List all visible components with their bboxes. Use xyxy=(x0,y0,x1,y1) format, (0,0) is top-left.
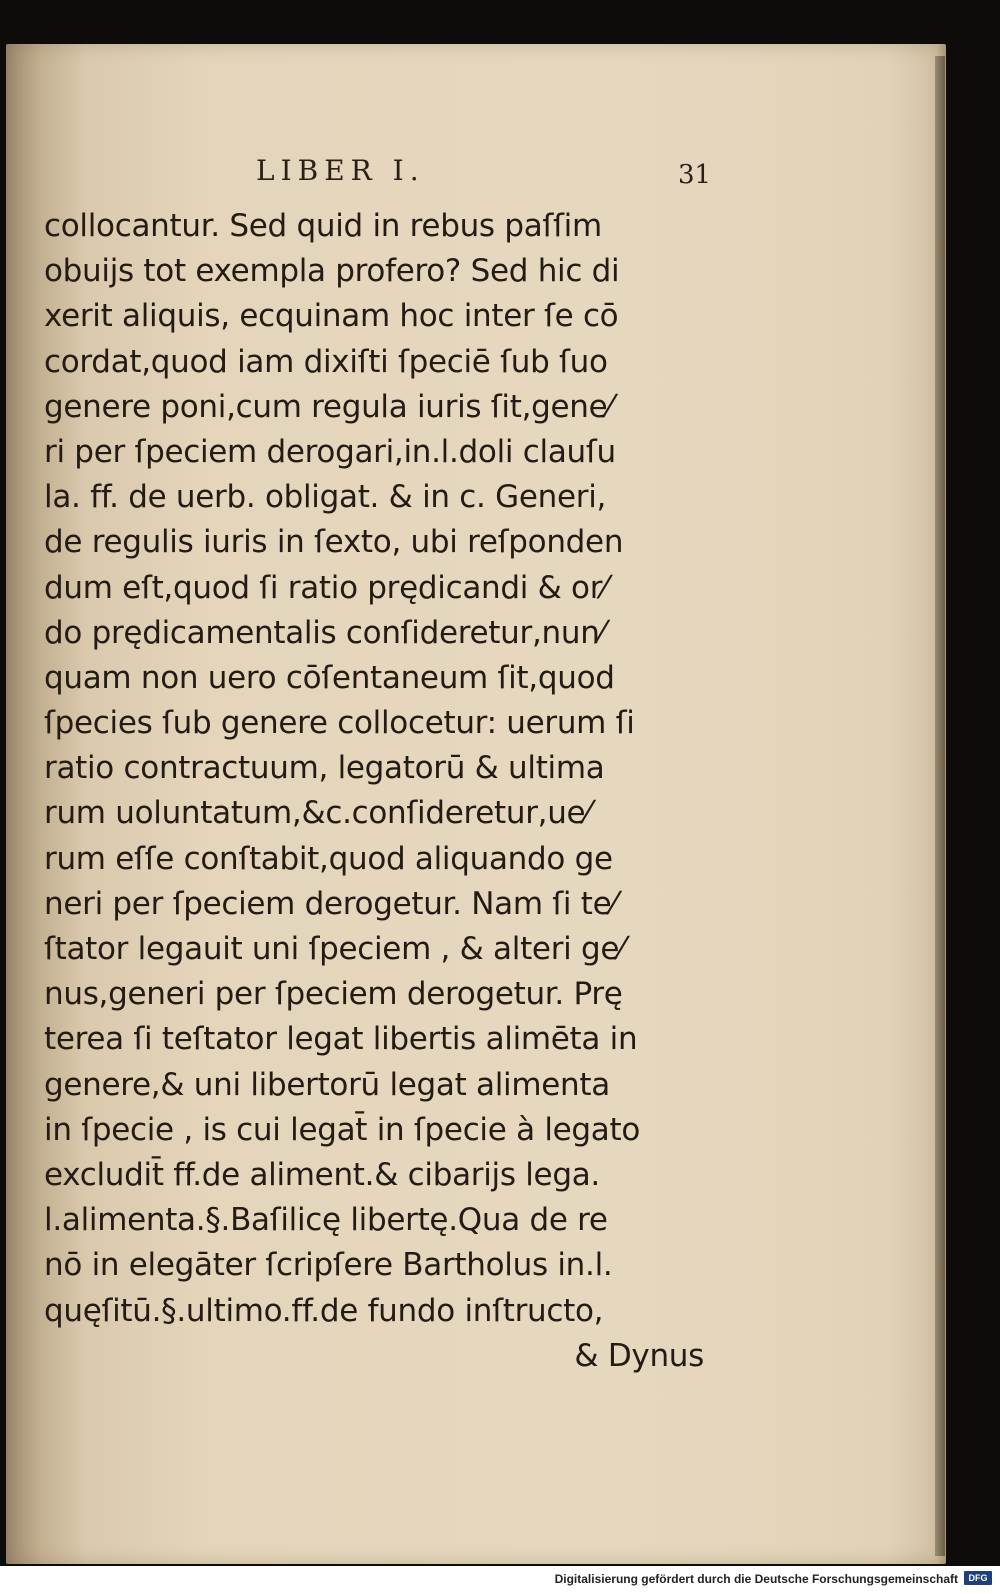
text-line: ſpecies ſub genere collocetur: uerum ſi xyxy=(44,705,635,742)
page-header xyxy=(0,150,1000,190)
page-edge xyxy=(935,56,945,1556)
text-line: l.alimenta.§.Baſilicę libertę.Qua de re xyxy=(44,1202,608,1239)
text-line: cordat,quod iam dixiſti ſpeciē ſub ſuo xyxy=(44,343,608,380)
text-line: collocantur. Sed quid in rebus paſſim xyxy=(44,208,602,244)
catchword: & Dynus xyxy=(574,1337,704,1374)
text-block xyxy=(44,204,724,1379)
text-line: terea ſi teſtator legat libertis alimēta in xyxy=(44,1021,638,1058)
text-line: ſtator legauit uni ſpeciem , & alteri ge⁄ xyxy=(44,931,625,967)
text-line: in ſpecie , is cui legat̄ in ſpecie à legato xyxy=(44,1111,641,1148)
running-head: LIBER I. xyxy=(256,154,425,187)
text-line: genere,& uni libertorū legat alimenta xyxy=(44,1066,610,1103)
text-line: quam non uero cōſentaneum ſit,quod xyxy=(44,659,615,696)
funding-credit: Digitalisierung gefördert durch die Deutsche Forschungsgemeinschaft xyxy=(554,1572,958,1586)
text-line: ratio contractuum, legatorū & ultima xyxy=(44,750,605,787)
text-line: de regulis iuris in ſexto, ubi reſponden xyxy=(44,524,624,561)
text-line: nus,generi per ſpeciem derogetur. Prę xyxy=(44,976,623,1013)
text-line: neri per ſpeciem derogetur. Nam ſi te⁄ xyxy=(44,885,617,922)
text-line: rum eſſe conſtabit,quod aliquando ge xyxy=(44,840,613,877)
text-line: la. ff. de uerb. obligat. & in c. Generi, xyxy=(44,479,607,516)
text-line: rum uoluntatum,&c.conſideretur,ue⁄ xyxy=(44,795,591,832)
digitization-footer xyxy=(0,1566,1000,1594)
dfg-logo-icon: DFG xyxy=(964,1571,992,1585)
text-line: obuijs tot exempla profero? Sed hic di xyxy=(44,253,620,290)
text-line: do prędicamentalis conſideretur,nun⁄ xyxy=(44,614,605,651)
text-line: quęſitū.§.ultimo.ff.de fundo inſtructo, xyxy=(44,1292,604,1329)
text-line: nō in elegāter ſcripſere Bartholus in.l. xyxy=(44,1247,613,1284)
text-line: ri per ſpeciem derogari,in.l.doli clauſu xyxy=(44,433,616,470)
text-line: genere poni,cum regula iuris ſit,gene⁄ xyxy=(44,388,613,425)
text-line: excludit̄ ff.de aliment.& cibarijs lega. xyxy=(44,1156,600,1193)
text-line: xerit aliquis, ecquinam hoc inter ſe cō xyxy=(44,298,619,335)
text-line: dum eſt,quod ſi ratio prędicandi & or⁄ xyxy=(44,569,608,606)
page-number: 31 xyxy=(678,160,712,190)
